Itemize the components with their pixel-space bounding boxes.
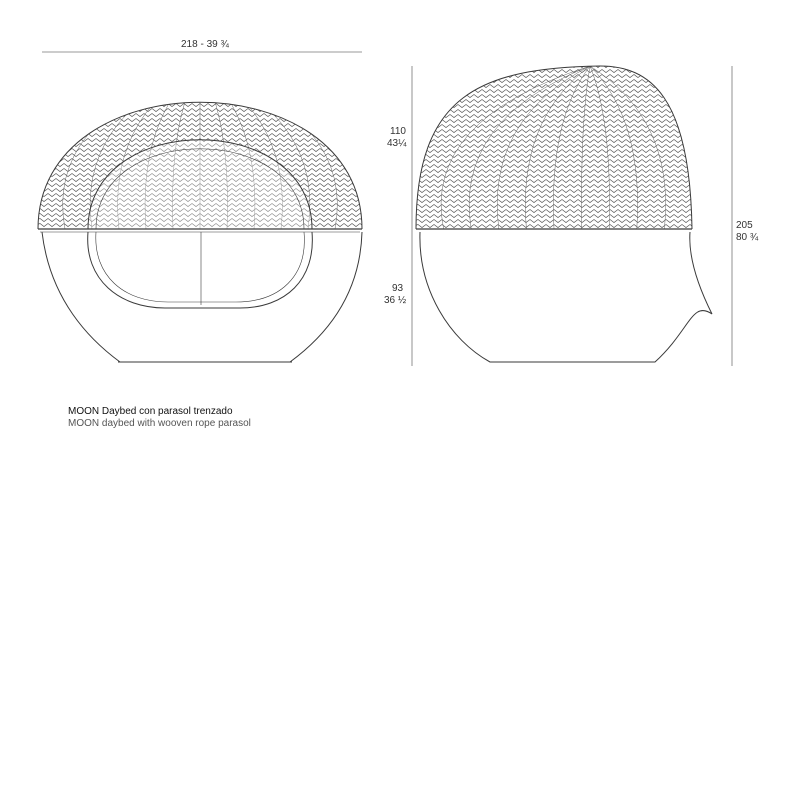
weave-ring (36, 74, 368, 77)
weave-ring (414, 165, 698, 168)
base-height-cm: 93 (392, 283, 404, 294)
weave-ring (414, 200, 698, 203)
weave-ring (414, 70, 698, 73)
front-base (42, 232, 362, 362)
weave-ring (414, 205, 698, 208)
canopy-height-cm: 110 (390, 126, 406, 137)
weave-ring (414, 220, 698, 223)
side-base (420, 232, 712, 362)
weave-ring (414, 225, 698, 228)
weave-ring (414, 105, 698, 108)
weave-ring (414, 180, 698, 183)
caption-english: MOON daybed with wooven rope parasol (68, 418, 251, 429)
canopy-height-in: 43¼ (387, 138, 407, 149)
weave-ring (414, 125, 698, 128)
total-height-in: 80 ¾ (736, 232, 759, 243)
weave-ring (36, 119, 368, 122)
weave-ring (36, 104, 368, 107)
side-canopy-weave (414, 65, 698, 230)
weave-ring (36, 84, 368, 87)
weave-ring (36, 129, 368, 132)
weave-ring (414, 115, 698, 118)
weave-ring (414, 110, 698, 113)
weave-ring (414, 190, 698, 193)
weave-ring (414, 65, 698, 68)
weave-ring (414, 140, 698, 143)
weave-ring (36, 79, 368, 82)
weave-ring (36, 114, 368, 117)
weave-ring (36, 109, 368, 112)
front-opening-arch (88, 140, 312, 229)
weave-ring (36, 124, 368, 127)
weave-ring (36, 99, 368, 102)
weave-ring (414, 185, 698, 188)
weave-rib (497, 66, 590, 229)
weave-ring (414, 95, 698, 98)
weave-ring (414, 75, 698, 78)
weave-ring (414, 195, 698, 198)
weave-ring (414, 170, 698, 173)
base-height-in: 36 ½ (384, 295, 407, 306)
front-view (36, 66, 368, 362)
caption-spanish: MOON Daybed con parasol trenzado (68, 406, 233, 417)
weave-ring (414, 80, 698, 83)
weave-ring (414, 145, 698, 148)
weave-ring (414, 155, 698, 158)
width-dimension-label: 218 - 39 ¾ (181, 39, 229, 50)
weave-ring (414, 120, 698, 123)
weave-ring (414, 90, 698, 93)
weave-ring (414, 175, 698, 178)
side-view (414, 65, 712, 363)
weave-ring (36, 94, 368, 97)
weave-ring (414, 130, 698, 133)
total-height-cm: 205 (736, 220, 753, 231)
weave-ring (36, 69, 368, 72)
weave-ring (414, 135, 698, 138)
weave-ring (36, 89, 368, 92)
front-seat-opening (88, 232, 313, 308)
weave-ring (414, 215, 698, 218)
weave-ring (414, 210, 698, 213)
